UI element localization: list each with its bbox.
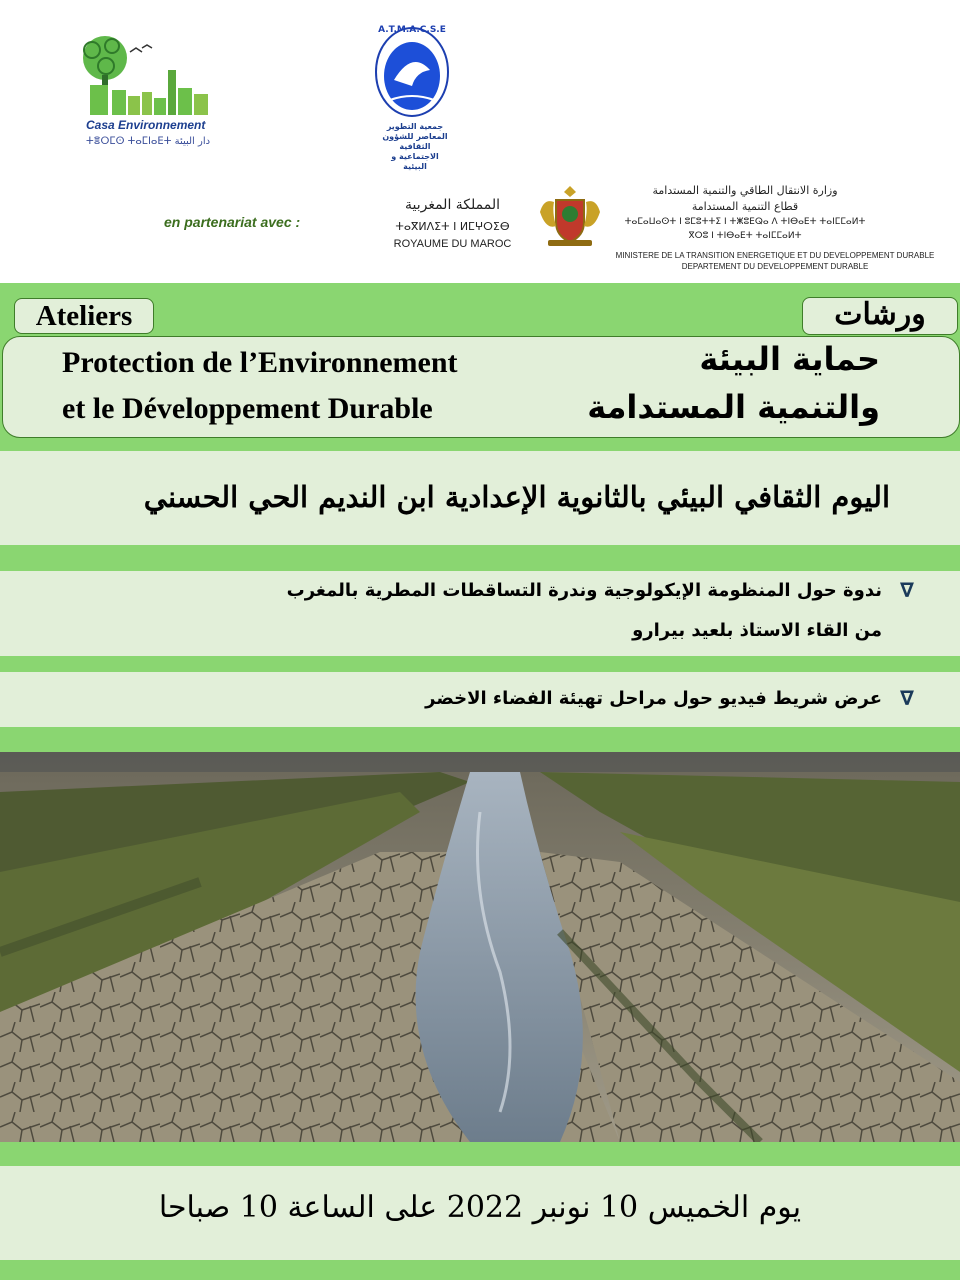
workshop-title-ar-line2: والتنمية المستدامة [587,388,880,426]
triangle-bullet-icon: ∇ [900,686,914,710]
royaume-arabic: المملكة المغربية [404,197,501,213]
casa-logo-subtitle: ⵜⴻⵔⵎⵙ ⵜⴰⵎⵏⴰⴹⵜ دار البيئة [86,136,211,147]
ministry-tifinagh-line1: ⵜⴰⵎⴰⵡⴰⵙⵜ ⵏ ⵓⵎⵓⵜⵜⵉ ⵏ ⵜⵥⵓⴹⵕⴰ ⴷ ⵜⵏⴱⴰⴹⵜ ⵜⴰⵏⵎⵎⴰⵍⵜ [624,217,866,227]
warshat-label: ورشات [802,297,958,335]
program-item-1-text: ندوة حول المنظومة الإيكولوجية وندرة التساقطات المطرية بالمغرب [286,579,882,601]
atmacse-acronym: A.T.M.A.C.S.E [378,25,446,35]
ministry-french-line2: DEPARTEMENT DU DEVELOPPEMENT DURABLE [681,262,869,271]
workshop-title-ar-line1: حماية البيئة [699,340,880,378]
ministry-arabic-line2: قطاع التنمية المستدامة [691,200,799,213]
separator-band [0,727,960,752]
atmacse-subtitle: جمعية التطوير المعاصر للشؤون الثقافية الاجتماعية و البيئية [382,122,448,171]
atmacse-logo [372,20,452,120]
program-item-1 [287,578,920,602]
day-title: اليوم الثقافي البيئي بالثانوية الإعدادية ابن النديم الحي الحسني [143,480,890,514]
program-item-1-subtext-row [632,620,882,641]
royaume-french: ROYAUME DU MAROC [393,238,512,250]
workshop-title-fr-line1: Protection de l’Environnement [62,346,458,379]
moroccan-coat-of-arms-icon [530,182,610,250]
bottom-band [0,1260,960,1280]
separator-band [0,656,960,672]
dry-riverbed-photo [0,752,960,1142]
ministry-tifinagh-line2: ⴳⵔⵓ ⵏ ⵜⵏⴱⴰⴹⵜ ⵜⴰⵏⵎⵎⴰⵍⵜ [688,231,802,241]
program-item-1-subtext: من القاء الاستاذ بلعيد بيرارو [632,620,882,641]
ministry-french-line1: MINISTERE DE LA TRANSITION ENERGETIQUE ET DU DEVELOPPEMENT DURABLE [615,251,935,260]
workshop-title-fr-line2: et le Développement Durable [62,392,433,425]
ministry-arabic-line1: وزارة الانتقال الطاقي والتنمية المستدامة [652,184,838,197]
ateliers-label: Ateliers [14,298,154,334]
separator-band [0,1142,960,1166]
program-item-2-text: عرض شريط فيديو حول مراحل تهيئة الفضاء الاخضر [425,687,882,709]
royaume-tifinagh: ⵜⴰⴳⵍⴷⵉⵜ ⵏ ⵍⵎⵖⵔⵉⴱ [395,220,510,233]
program-item-2 [425,686,920,710]
partner-label: en partenariat avec : [164,214,301,230]
event-date: يوم الخميس 10 نونبر 2022 على الساعة 10 صباحا [158,1190,802,1225]
separator-band [0,545,960,571]
casa-logo-name: Casa Environnement [86,118,206,132]
triangle-bullet-icon: ∇ [900,578,914,602]
